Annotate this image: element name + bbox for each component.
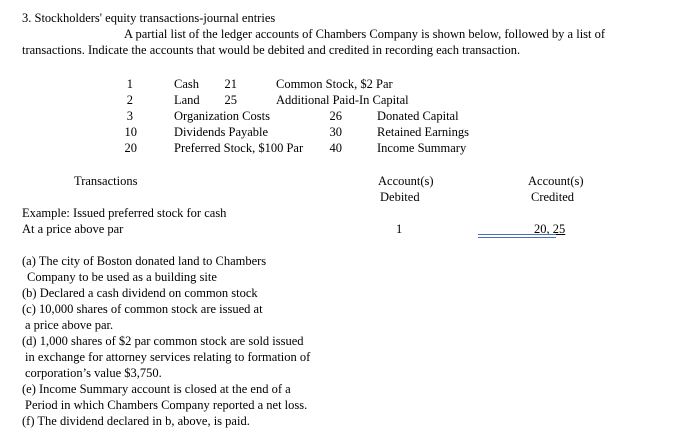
credited-header-line1: Account(s) — [528, 174, 584, 188]
problem-heading: 3. Stockholders' equity transactions-journal entries — [22, 11, 276, 25]
account-name: Organization Costs — [174, 109, 270, 123]
transaction-line: corporation’s value $3,750. — [25, 366, 162, 380]
transaction-line: (d) 1,000 shares of $2 par common stock are sold issued — [22, 334, 304, 348]
example-line-2: At a price above par — [22, 222, 124, 236]
intro-line-2: transactions. Indicate the accounts that would be debited and credited in recording each transaction. — [22, 43, 521, 57]
account-number: 40 — [329, 141, 342, 155]
account-number: 30 — [329, 125, 342, 139]
account-number: 1 — [126, 77, 133, 91]
transaction-line: (e) Income Summary account is closed at the end of a — [22, 382, 291, 396]
answer-underline — [478, 237, 556, 238]
transaction-line: (c) 10,000 shares of common stock are issued at — [22, 302, 263, 316]
intro-line-1: A partial list of the ledger accounts of Chambers Company is shown below, followed by a list of — [124, 27, 606, 41]
account-name: Donated Capital — [377, 109, 459, 123]
example-credit-answer: 20, 25 — [534, 222, 566, 236]
transaction-line: a price above par. — [25, 318, 114, 332]
transaction-line: in exchange for attorney services relating to formation of — [25, 350, 311, 364]
transaction-line: (f) The dividend declared in b, above, is paid. — [22, 414, 250, 428]
example-debit-answer: 1 — [396, 222, 403, 236]
account-number: 26 — [329, 109, 342, 123]
transactions-header: Transactions — [74, 174, 138, 188]
transaction-line: (a) The city of Boston donated land to Chambers — [22, 254, 267, 268]
account-number: 2 — [126, 93, 133, 107]
account-number: 10 — [124, 125, 137, 139]
account-name: Common Stock, $2 Par — [276, 77, 393, 91]
account-number: 3 — [126, 109, 133, 123]
credited-header-line2: Credited — [531, 190, 575, 204]
account-name: Additional Paid-In Capital — [276, 93, 409, 107]
account-name: Land — [174, 93, 200, 107]
debited-header-line1: Account(s) — [378, 174, 434, 188]
account-name: Cash — [174, 77, 199, 91]
account-name: Dividends Payable — [174, 125, 269, 139]
transaction-line: Period in which Chambers Company reported a net loss. — [25, 398, 308, 412]
transaction-line: (b) Declared a cash dividend on common stock — [22, 286, 258, 300]
account-number: 25 — [224, 93, 237, 107]
account-number: 20 — [124, 141, 137, 155]
transaction-line: Company to be used as a building site — [27, 270, 217, 284]
example-line-1: Example: Issued preferred stock for cash — [22, 206, 227, 220]
account-number: 21 — [224, 77, 237, 91]
answer-underline — [478, 234, 556, 235]
debited-header-line2: Debited — [380, 190, 420, 204]
account-name: Retained Earnings — [377, 125, 469, 139]
account-name: Income Summary — [377, 141, 467, 155]
account-name: Preferred Stock, $100 Par — [174, 141, 304, 155]
